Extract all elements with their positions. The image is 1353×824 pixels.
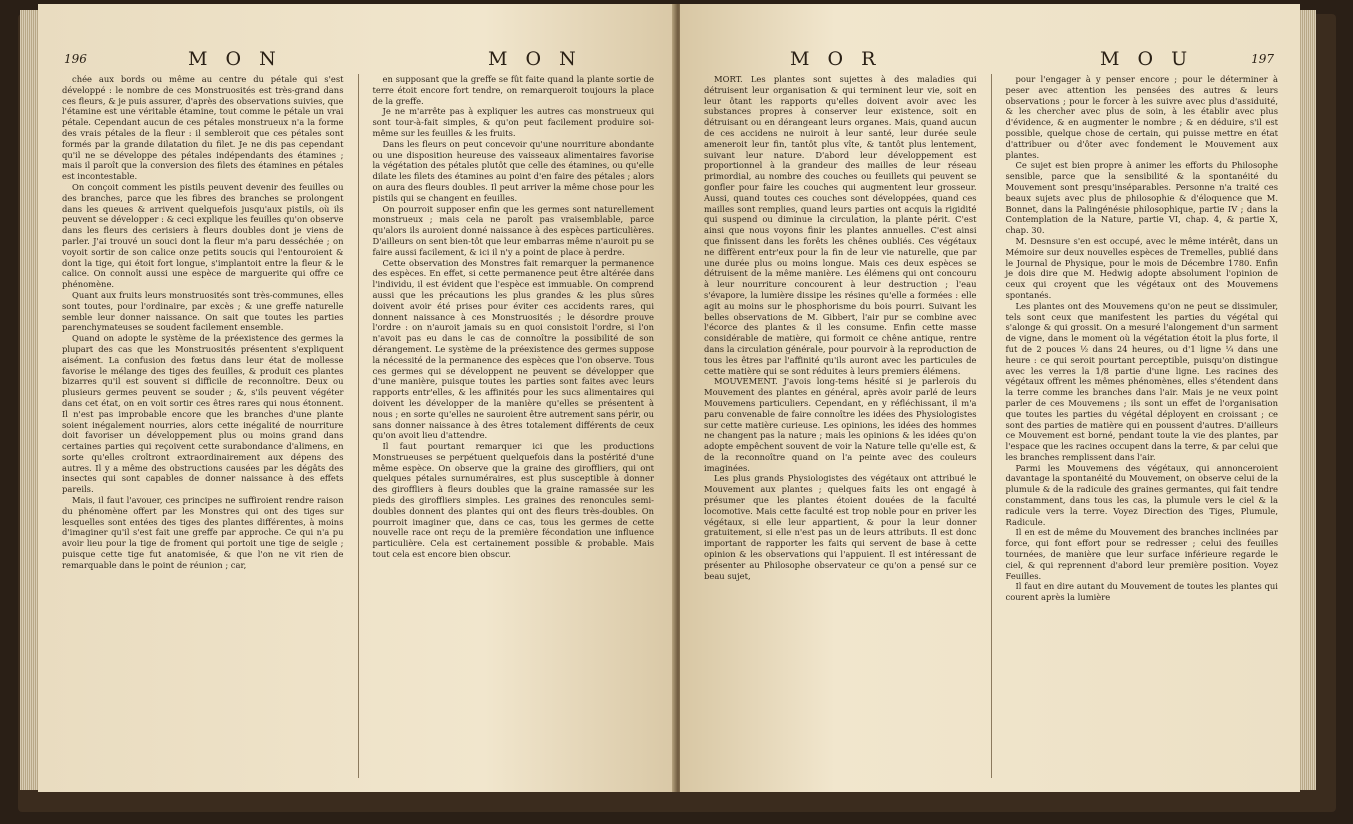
paragraph: MOUVEMENT. J'avois long-tems hésité si je parlerois du Mouvement des plantes en général, après avoir parlé de leurs Mouvemens particuliers. Cependant, en y réfléchissant, il m'a paru convenable de faire connoître les idées des Physiologistes sur cette matière curieuse. Les opinions, les idées des hommes ne changent pas la nature ; mais les opinions & les idées qu'on adopte empêchent souvent de voir la Nature telle qu'elle est, & de la reconnoître quand on l'a peinte avec des couleurs imaginées. — [704, 376, 977, 473]
paragraph: Les plantes ont des Mouvemens qu'on ne peut se dissimuler, tels sont ceux que manifestent les parties du végétal qui s'alonge & qui grossit. On a mesuré l'alongement d'un sarment de vigne, dans le moment où la végétation étoit la plus forte, il fut de 2 pouces ½ dans 24 heures, ou d'1 ligne ¼ dans une heure : ce qui seroit pourtant perceptible, puisqu'on distingue avec les verres la 1/8 partie d'une ligne. Les racines des végétaux offrent les mêmes phénomènes, elles s'étendent dans la terre comme les branches dans l'air. Mais je ne veux point parler de ces Mouvemens ; ils sont un effet de l'organisation que toutes les parties du végétal déployent en croissant ; ce sont des parties de matière qui en poussent d'autres. D'ailleurs ce Mouvement est borné, pendant toute la vie des plantes, par l'espace que les racines occupent dans la terre, & par celui que les branches remplissent dans l'air. — [1005, 300, 1278, 462]
paragraph: Dans les fleurs on peut concevoir qu'une nourriture abondante ou une disposition heureuse des vaisseaux alimentaires favorise la végétation des pétales plutôt que celle des étamines, ou qu'elle dilate les filets des étamines au point d'en faire des pétales ; alors on aura des fleurs doubles. Il peut arriver la même chose pour les pistils qui se changent en feuilles. — [372, 138, 654, 203]
paragraph: On pourroit supposer enfin que les germes sont naturellement monstrueux ; mais cela ne paroît pas vraisemblable, parce qu'alors ils auroient donné naissance à des espèces particulières. D'ailleurs on sent bien-tôt que leur embarras même n'auroit pu se faire aussi facilement, & ici il n'y a point de place à perdre. — [372, 203, 654, 257]
text-column — [704, 74, 977, 778]
paragraph: On conçoit comment les pistils peuvent devenir des feuilles ou des branches, parce que les fibres des branches se prolongent dans les queues & arrivent quelquefois jusqu'aux pistils, où ils peuvent se développer : & ceci explique les feuilles qu'on observe dans les fleurs des cerisiers à fleurs doubles dont je viens de parler. J'ai trouvé un souci dont la fleur m'a paru desséchée ; on voyoit sortir de son calice onze petits soucis qui l'entouroient & dont la tige, qui étoit fort longue, s'implantoit entre la fleur & le calice. On connoît aussi une espèce de marguerite qui offre ce phénomène. — [62, 181, 344, 290]
paragraph: Cette observation des Monstres fait remarquer la permanence des espèces. En effet, si cette permanence peut être altérée dans l'individu, il est évident que l'espèce est immuable. On comprend aussi que les précautions les plus grandes & les plus sûres doivent avoir été prises pour éviter ces accidents rares, qui donnent naissance à ces Monstruosités ; le désordre prouve l'ordre : on n'auroit jamais su en quoi consistoit l'ordre, si l'on n'avoit pas eu dans le cas de connoître la possibilité de son dérangement. Le système de la préexistence des germes suppose la nécessité de la permanence des espèces que l'on observe. Tous ces germes qui se développent ne peuvent se développer que d'une manière, puisque toutes les parties sont faites avec leurs rapports entr'elles, & les affinités pour les sucs alimentaires qui doivent les développer de la manière qu'elles se présentent à nous ; en sorte qu'elles ne sauroient être autrement sans périr, ou sans donner naissance à des êtres totalement différents de ceux qu'on avoit lieu d'attendre. — [372, 257, 654, 441]
paragraph: chée aux bords ou même au centre du pétale qui s'est développé : le nombre de ces Monstruosités est très-grand dans ces fleurs, & je puis assurer, d'après des observations suivies, que l'étamine est une véritable étamine, tout comme le pétale un vrai pétale. Cependant aucun de ces pétales monstrueux n'a la forme des vrais pétales de la fleur : il sembleroit que ces pétales sont formés par la grande dilatation du filet. Je ne dis pas cependant qu'il ne se développe des pétales indépendants des étamines ; mais il paroît que la conversion des filets des étamines en pétales est incontestable. — [62, 74, 344, 182]
paragraph: Il faut en dire autant du Mouvement de toutes les plantes qui courent après la lumière — [1005, 581, 1278, 603]
page-number: 196 — [64, 52, 87, 66]
paragraph: pour l'engager à y penser encore ; pour le déterminer à peser avec attention les pensées des autres & leurs observations ; pour le forcer à les suivre avec plus d'assiduité, & les chercher avec plus de soin, à les établir avec plus d'évidence, & en augmenter le nombre ; & en déduire, s'il est possible, quelque chose de certain, qui puisse mettre en état d'attribuer ou d'ôter avec fondement le Mouvement aux plantes. — [1005, 74, 1278, 160]
text-column — [62, 74, 344, 778]
column-divider — [991, 74, 992, 778]
paragraph: Il en est de même du Mouvement des branches inclinées par force, qui font effort pour se redresser ; celui des feuilles tournées, de manière que leur surface inférieure regarde le ciel, & qui reprennent d'abord leur première position. Voyez Feuilles. — [1005, 527, 1278, 581]
paragraph: Quant aux fruits leurs monstruosités sont très-communes, elles sont toutes, pour l'ordinaire, par excès ; & une greffe naturelle semble leur donner naissance. On sait que toutes les parties parenchymateuses se soudent facilement ensemble. — [62, 289, 344, 333]
paragraph: MORT. Les plantes sont sujettes à des maladies qui détruisent leur organisation & qui terminent leur vie, soit en leur ôtant les rapports qu'elles doivent avoir avec les substances propres à conserver leur existence, soit en détruisant ou en dérangeant leurs organes. Mais, quand aucun de ces accidens ne nuiroit à leur santé, leur durée seule ameneroit leur fin, tantôt plus vîte, & tantôt plus lentement, suivant leur nature. D'abord leur développement est proportionnel à la grandeur des mailles de leur réseau primordial, au nombre des couches ou feuillets qui peuvent se gonfler pour faire les couches qui augmentent leur grosseur. Aussi, quand toutes ces couches sont développées, quand ces mailles sont remplies, quand leurs parties ont acquis la rigidité qui suspend ou diminue la circulation, la plante périt. C'est ainsi que nous voyons finir les plantes annuelles. C'est ainsi que finissent dans les forêts les chênes oubliés. Ces végétaux ne diffèrent entr'eux pour la fin de leur vie naturelle, que par une durée plus ou moins longue. Mais ces deux espèces se détruisent de la même manière. Les élémens qui ont concouru à leur nourriture concourent à leur destruction ; l'eau s'évapore, la lumière dissipe les résines qu'elle a formées : elle agit au moins sur le phosphorisme du bois pourri. Suivant les belles observations de M. Gibbert, l'air pur se combine avec l'écorce des plantes & il les consume. Enfin cette masse considérable de matière, qui formoit ce chêne antique, rentre dans la circulation générale, pour pourvoir à la reproduction de tous les êtres par l'affinité qu'ils auront avec les particules de cette matière qui se sont réduites à leurs premiers élémens. — [704, 74, 977, 376]
column-divider — [358, 74, 359, 778]
right-page — [680, 4, 1300, 792]
right-page-columns — [704, 74, 1278, 778]
paragraph: M. Desnsure s'en est occupé, avec le même intérêt, dans un Mémoire sur deux nouvelles espèces de Tremelles, publié dans le Journal de Physique, pour le mois de Décembre 1780. Enfin je dois dire que M. Hedwig adopte absolument l'opinion de ceux qui croyent que les végétaux ont des Mouvemens spontanés. — [1005, 235, 1278, 300]
left-page — [38, 4, 676, 792]
right-page-header — [680, 48, 1300, 70]
paragraph: Parmi les Mouvemens des végétaux, qui annonceroient davantage la spontanéité du Mouvement, on observe celui de la plumule & de la radicule des graines germantes, qui fait tendre constamment, dans tous les cas, la plumule vers le ciel & la radicule vers la terre. Voyez Direction des Tiges, Plumule, Radicule. — [1005, 462, 1278, 527]
running-head: M O U — [1100, 48, 1194, 70]
left-page-columns — [62, 74, 654, 778]
running-head: M O N — [488, 48, 582, 70]
left-page-edges — [20, 10, 38, 790]
right-page-edges — [1300, 10, 1316, 790]
paragraph: Ce sujet est bien propre à animer les efforts du Philosophe sensible, parce que la sensibilité & la spontanéité du Mouvement sont presqu'inséparables. Personne n'a traité ces beaux sujets avec plus de philosophie & d'éloquence que M. Bonnet, dans la Palingénésie philosophique, partie IV ; dans la Contemplation de la Nature, partie VI, chap. 4, & partie X, chap. 30. — [1005, 160, 1278, 236]
paragraph: Quand on adopte le système de la préexistence des germes la plupart des cas que les Monstruosités présentent s'expliquent aisément. La confusion des fœtus dans leur état de mollesse favorise le mélange des tiges des feuilles, & produit ces plantes bizarres qu'il est souvent si difficile de reconnoître. Deux ou plusieurs germes peuvent se souder ; &, s'ils peuvent végéter dans cet état, on en voit sortir ces êtres rares qui nous étonnent. Il n'est pas improbable encore que les branches d'une plante soient inégalement nourries, alors cette inégalité de nourriture doit favoriser un développement plus ou moins grand dans certaines parties qui reçoivent cette surabondance d'alimens, en sorte qu'elles croîtront extraordinairement aux dépens des autres. Il y a même des obstructions causées par les dégâts des insectes qui sont capables de donner naissance à des effets pareils. — [62, 333, 344, 495]
running-head: M O R — [790, 48, 882, 70]
text-column — [373, 74, 655, 778]
paragraph: Il faut pourtant remarquer ici que les productions Monstrueuses se perpétuent quelquefois dans la postérité d'une même espèce. On observe que la graine des giroffliers, qui ont quelques pétales surnuméraires, est plus susceptible à donner des giroffliers à fleurs doubles que la graine ramassée sur les pieds des giroffliers simples. Les graines des renoncules semi-doubles donnent des plantes qui ont des fleurs très-doubles. On pourroit imaginer que, dans ce cas, tous les germes de cette nouvelle race ont reçu de la première fécondation une influence particulière. Cela est certainement possible & probable. Mais tout cela est encore bien obscur. — [372, 441, 654, 560]
paragraph: en supposant que la greffe se fût faite quand la plante sortie de terre étoit encore fort tendre, on remarqueroit toujours la place de la greffe. — [372, 74, 654, 106]
paragraph: Je ne m'arrête pas à expliquer les autres cas monstrueux qui sont tour-à-fait simples, & qu'on peut facilement produire soi-même sur les feuilles & les fruits. — [372, 106, 654, 138]
paragraph: Mais, il faut l'avouer, ces principes ne suffiroient rendre raison du phénomène offert par les Monstres qui ont des tiges sur lesquelles sont entées des tiges des plantes différentes, à moins d'imaginer qu'il s'est fait une greffe par approche. Ce qui n'a pu avoir lieu pour la tige de froment qui portoit une tige de seigle ; puisque cette tige fut anatomisée, & que l'on ne vit rien de remarquable dans le point de réunion ; car, — [62, 495, 344, 570]
running-head: M O N — [188, 48, 282, 70]
page-number: 197 — [1251, 52, 1274, 66]
paragraph: Les plus grands Physiologistes des végétaux ont attribué le Mouvement aux plantes ; quelques faits les ont engagé à présumer que les plantes étoient douées de la faculté locomotive. Mais cette faculté est trop noble pour en priver les végétaux, si elle leur appartient, & pour la leur donner gratuitement, si elle n'est pas un de leurs attributs. Il est donc important de rapporter les faits qui servent de base à cette opinion & les observations qui l'appuient. Il est intéressant de présenter au Philosophe observateur ce qu'on a pensé sur ce beau sujet, — [704, 473, 977, 581]
text-column — [1006, 74, 1279, 778]
left-page-header — [38, 48, 676, 70]
